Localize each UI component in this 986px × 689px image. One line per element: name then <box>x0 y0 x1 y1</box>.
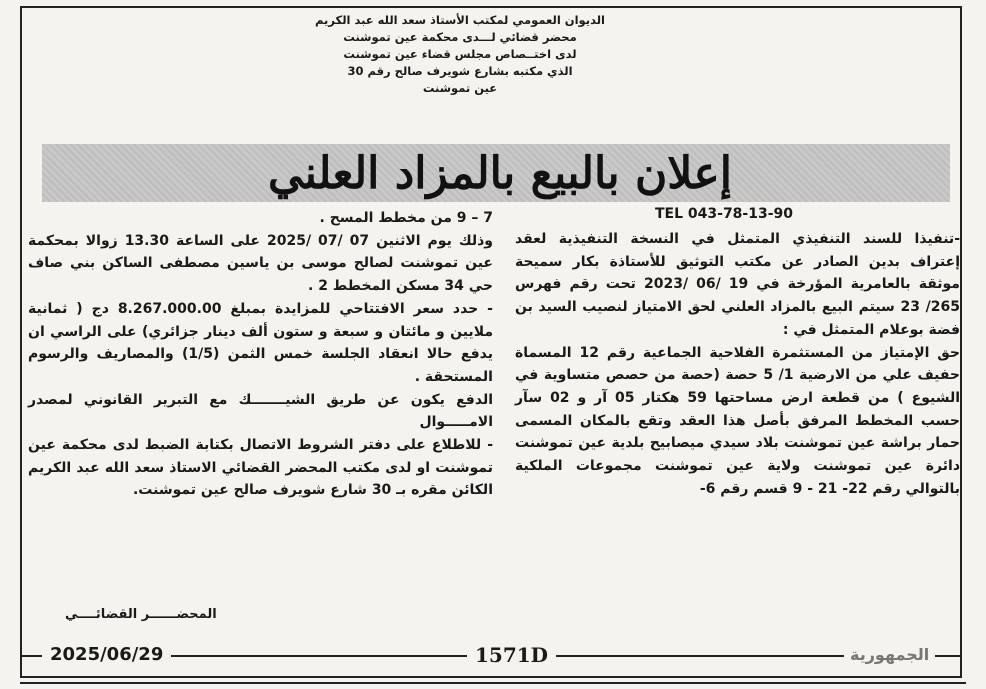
header-line: محضر قضائي لـــدى محكمة عين تموشنت <box>343 30 577 44</box>
paragraph: - حدد سعر الافتتاحي للمزايدة بمبلغ 8.267.000.00 دج ( ثمانية ملايين و مائتان و سبعة و ستون ألف دينار جزائري) على الراسي ان يدفع حالا انعقاد الجلسة خمس الثمن (1/5) والمصاريف والرسوم المستحقة . <box>28 300 493 385</box>
telephone-number: TEL 043-78-13-90 <box>655 206 794 222</box>
paragraph: -تنفيذا للسند التنفيذي المتمثل في النسخة التنفيذية لعقد إعتراف بدين الصادر عن مكتب التوثيق للأستاذة بكار سميحة موثقة بالعامرية المؤرخة في 19 /06 /2023 تحت رقم فهرس 265/ 23 سيتم البيع بالمزاد العلني لحق الامتياز لنصيب السيد بن فضة بوعلام المتمثل في : <box>515 231 960 338</box>
paragraph: وذلك يوم الاثنين 07 /07 /2025 على الساعة 13.30 زوالا بمحكمة عين تموشنت لصالح موسى بن ياسين مصطفى الساكن بني صاف حي 34 مسكن المخطط 2 . <box>28 232 493 295</box>
header-line: لدى اختــصاص مجلس قضاء عين تموشنت <box>343 47 577 61</box>
right-column <box>515 228 960 500</box>
paragraph: 7 – 9 من مخطط المسح . <box>319 210 493 226</box>
newspaper-logo: الجمهورية <box>844 643 935 667</box>
paragraph: - للاطلاع على دفتر الشروط الاتصال بكتابة الضبط لدى محكمة عين تموشنت او لدى مكتب المحضر القضائي الاستاذ سعد الله عبد الكريم الكائن مقره بـ 30 شارع شويرف صالح عين تموشنت. <box>28 437 493 499</box>
signature: المحضــــــر القضائــــي <box>65 607 217 622</box>
footer <box>22 643 960 667</box>
publication-date: 2025/06/29 <box>42 643 171 667</box>
header-line: الذي مكتبه بشارع شويرف صالح رقم 30 <box>347 64 573 78</box>
header-line: الديوان العمومي لمكتب الأستاذ سعد الله عبد الكريم <box>315 13 605 27</box>
paragraph: الدفع يكون عن طريق الشيـــــــك مع التبرير القانوني لمصدر الامـــــوال <box>28 391 493 431</box>
reference-number: 1571D <box>467 643 556 667</box>
notice-title: إعلان بالبيع بالمزاد العلني <box>268 148 732 199</box>
bottom-rule <box>20 682 966 684</box>
left-column <box>28 207 493 502</box>
header-line: عين تموشنت <box>422 81 498 95</box>
bailiff-office-header <box>300 12 620 97</box>
paragraph: حق الإمتياز من المستثمرة الفلاحية الجماعية رقم 12 المسماة حفيف علي من الارضية 1/ 5 حصة (حصة من حصص متساوية في الشيوع ) من قطعة ارض مساحتها 59 هكتار 05 آر و 02 سآر حسب المخطط المرفق بأصل هذا العقد وتقع بالمكان المسمى حمار براشة عين تموشنت بلاد سيدي ميصابيح بلدية عين تموشنت دائرة عين تموشنت ولاية عين تموشنت مجموعات الملكية بالتوالي رقم 22- 21 - 9 قسم رقم 6- <box>515 344 961 497</box>
